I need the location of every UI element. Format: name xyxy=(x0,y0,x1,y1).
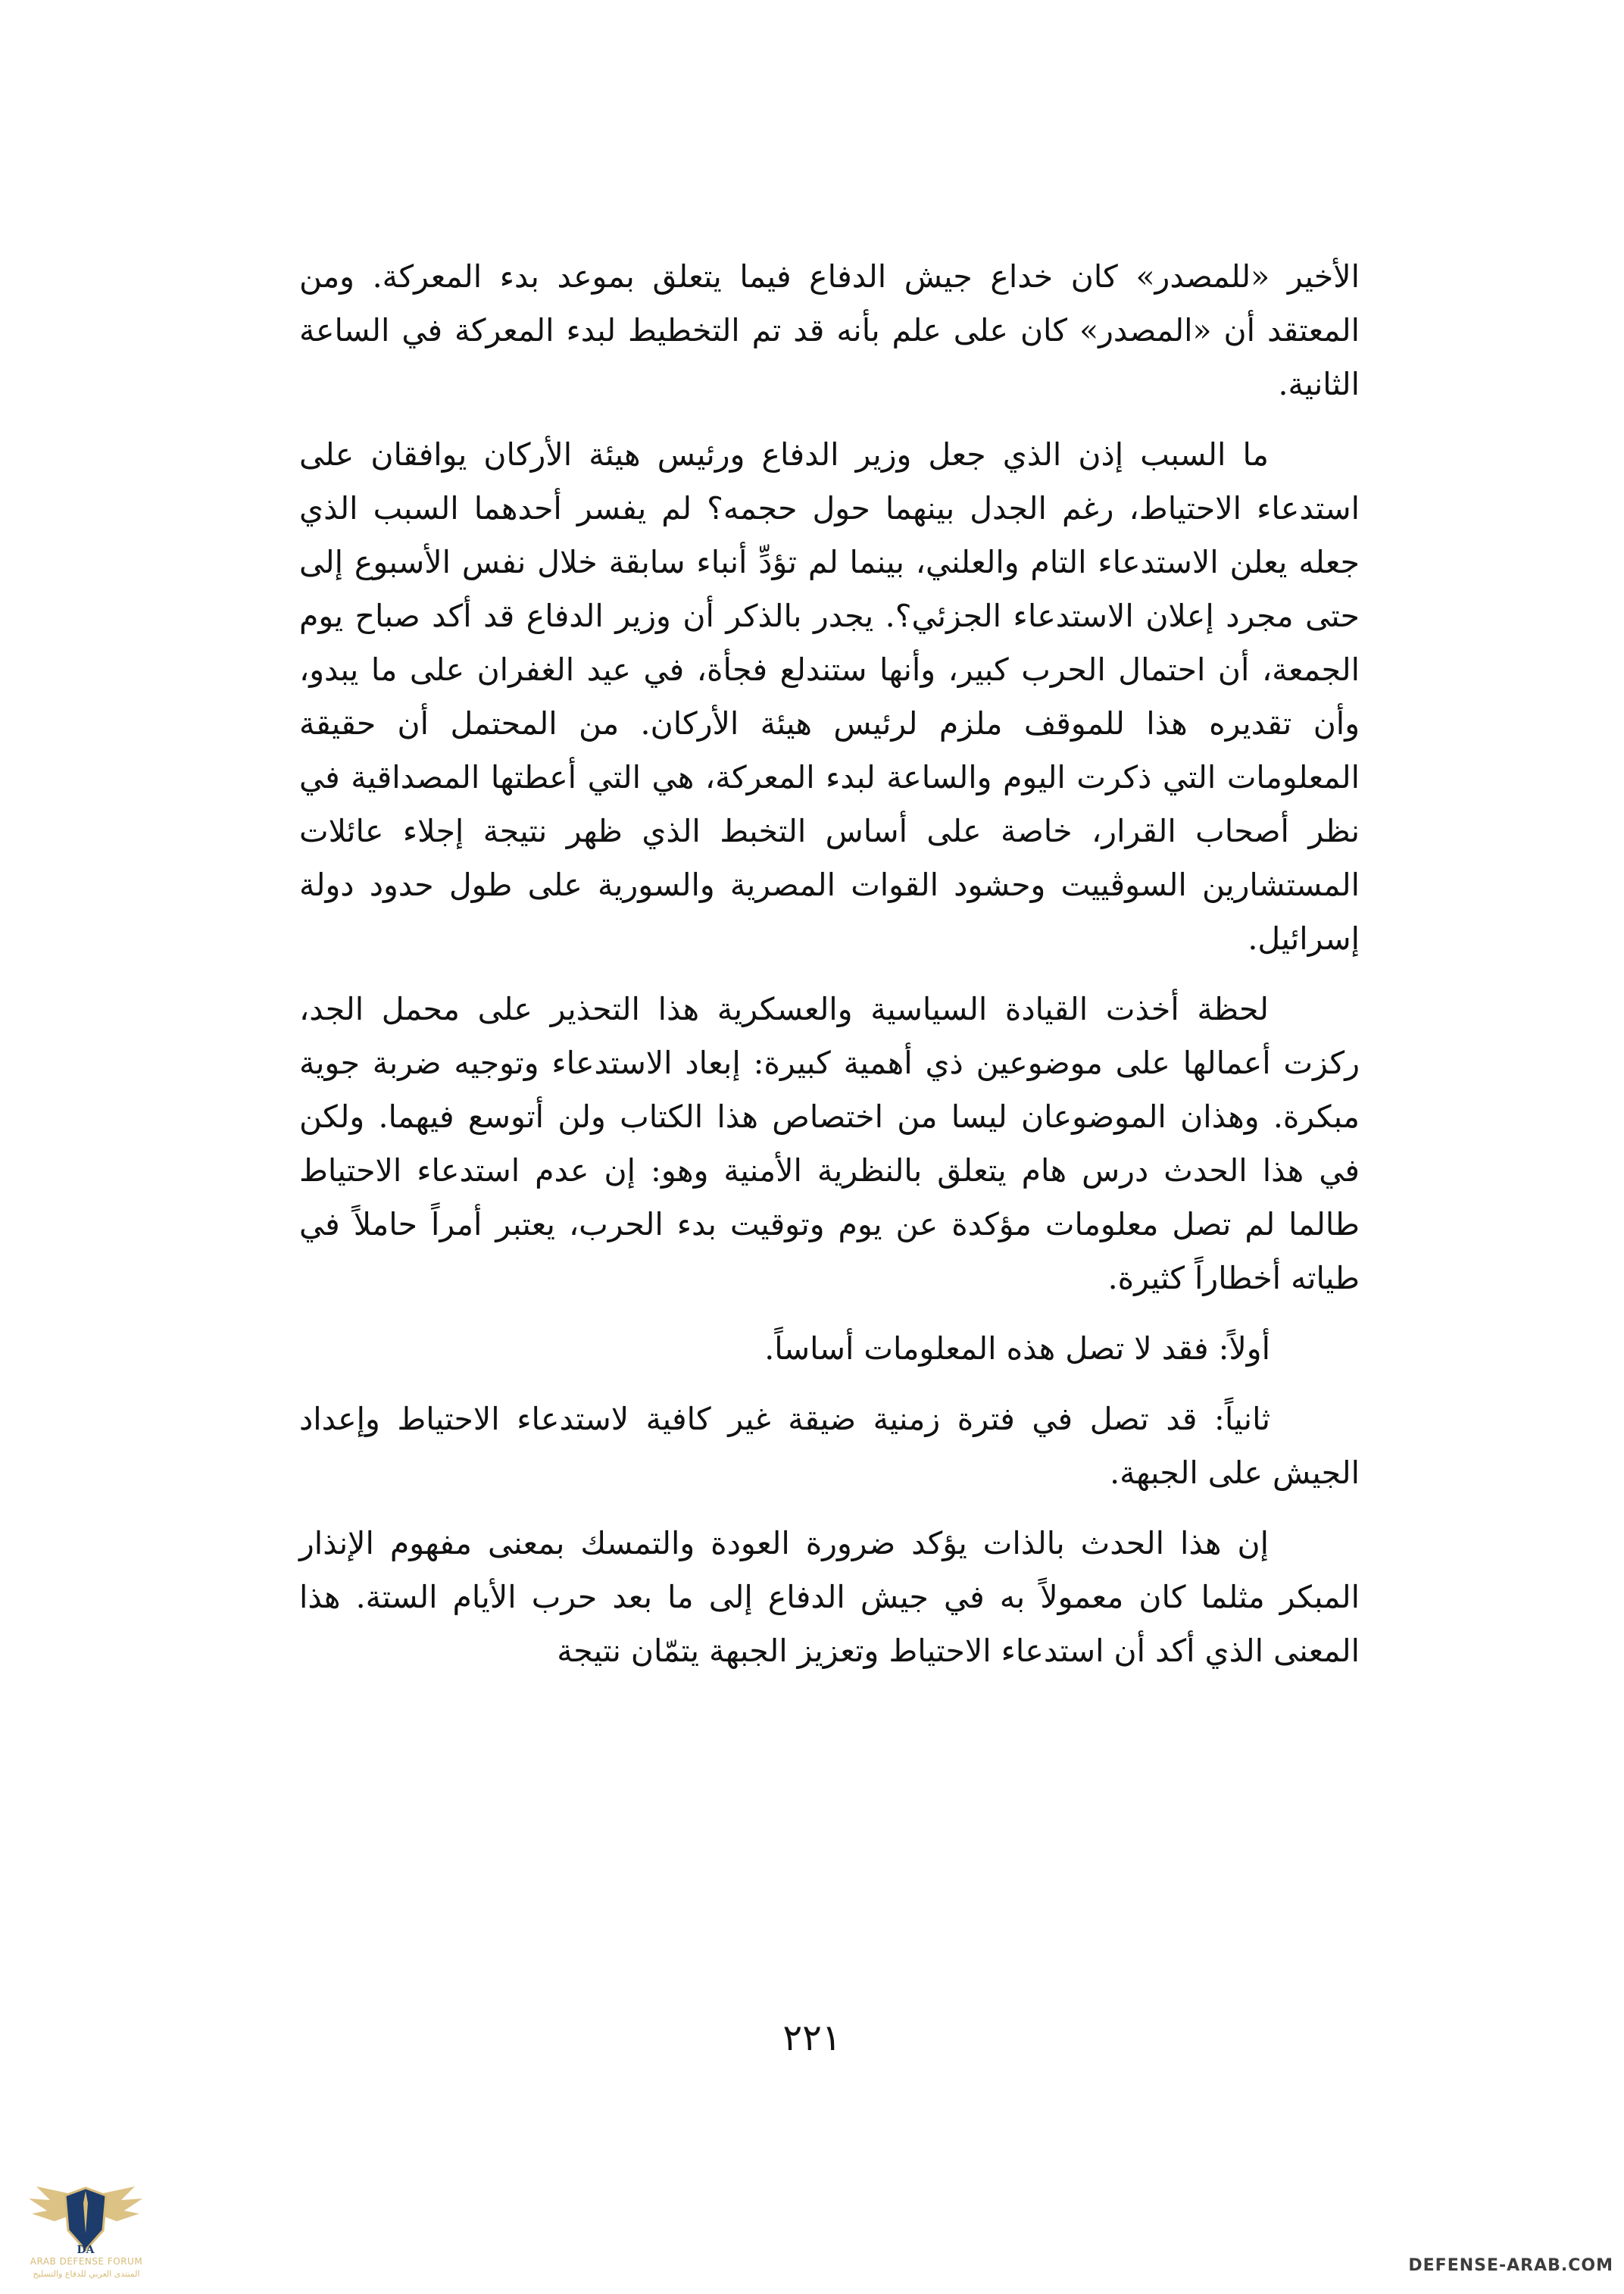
logo-caption-arabic: المنتدى العربي للدفاع والتسليح xyxy=(33,2269,140,2279)
list-item-second: ثانياً: قد تصل في فترة زمنية ضيقة غير كافية لاستدعاء الاحتياط وإعداد الجيش على الجبهة. xyxy=(299,1401,1360,1491)
logo-caption-english: ARAB DEFENSE FORUM xyxy=(30,2256,143,2267)
paragraph-3: لحظة أخذت القيادة السياسية والعسكرية هذا التحذير على محمل الجد، ركزت أعمالها على موضوعين ذي أهمية كبيرة: إبعاد الاستدعاء وتوجيه ضربة جوية مبكرة. وهذان الموضوعان ليسا من اختصاص هذا الكتاب ولن أتوسع فيهما. ولكن في هذا الحدث درس هام يتعلق بالنظرية الأمنية وهو: إن عدم استدعاء الاحتياط طالما لم تصل معلومات مؤكدة عن يوم وتوقيت بدء الحرب، يعتبر أمراً حاملاً في طياته أخطاراً كثيرة. xyxy=(299,991,1360,1296)
paragraph-2: ما السبب إذن الذي جعل وزير الدفاع ورئيس هيئة الأركان يوافقان على استدعاء الاحتياط، رغم الجدل بينهما حول حجمه؟ لم يفسر أحدهما السبب الذي جعله يعلن الاستدعاء التام والعلني، بينما لم تؤدِّ أنباء سابقة خلال نفس الأسبوع إلى حتى مجرد إعلان الاستدعاء الجزئي؟. يجدر بالذكر أن وزير الدفاع قد أكد صباح يوم الجمعة، أن احتمال الحرب كبير، وأنها ستندلع فجأة، في عيد الغفران على ما يبدو، وأن تقديره هذا للموقف ملزم لرئيس هيئة الأركان. من المحتمل أن حقيقة المعلومات التي ذكرت اليوم والساعة لبدء المعركة، هي التي أعطتها المصداقية في نظر أصحاب القرار، خاصة على أساس التخبط الذي ظهر نتيجة إجلاء عائلات المستشارين السوڤييت وحشود القوات المصرية والسورية على طول حدود دولة إسرائيل. xyxy=(299,436,1360,957)
page-number: ٢٢١ xyxy=(782,2017,842,2059)
paragraph-6: إن هذا الحدث بالذات يؤكد ضرورة العودة والتمسك بمعنى مفهوم الإنذار المبكر مثلما كان معمولاً به في جيش الدفاع إلى ما بعد حرب الأيام الستة. هذا المعنى الذي أكد أن استدعاء الاحتياط وتعزيز الجبهة يتمّان نتيجة xyxy=(299,1525,1360,1669)
page-body xyxy=(299,250,1360,1678)
site-watermark: DEFENSE-ARAB.COM xyxy=(1408,2256,1613,2275)
list-item-first: أولاً: فقد لا تصل هذه المعلومات أساساً. xyxy=(764,1330,1270,1367)
paragraph-1: الأخير «للمصدر» كان خداع جيش الدفاع فيما يتعلق بموعد بدء المعركة. ومن المعتقد أن «المصدر» كان على علم بأنه قد تم التخطيط لبدء المعركة في الساعة الثانية. xyxy=(299,258,1360,402)
logo-initials: DA xyxy=(77,2244,95,2256)
